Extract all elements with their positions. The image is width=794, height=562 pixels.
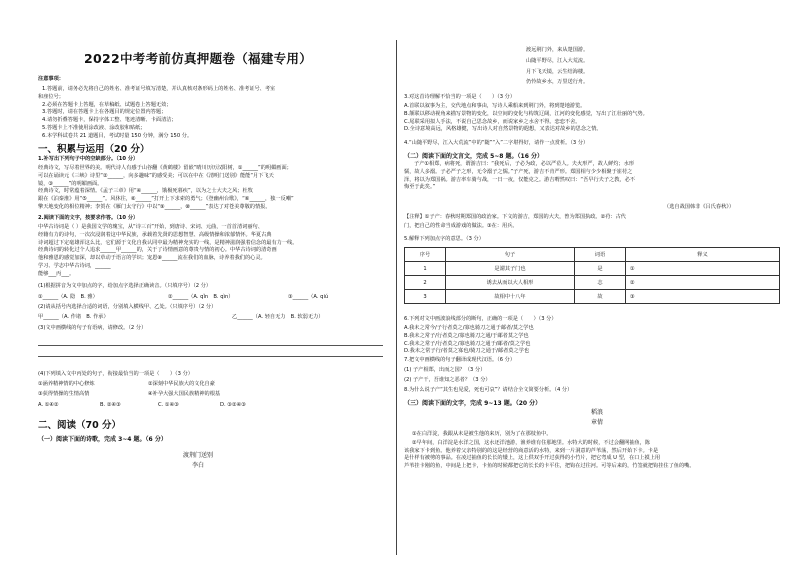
notice-item: 4.请勿折叠答题卡，保持字体工整、笔迹清晰、卡面清洁；	[42, 117, 177, 124]
option: ②深刻中华民族大的文化自豪	[148, 381, 215, 387]
option: ③获得情操的生情高情	[38, 391, 90, 397]
notice-item: 6.本学科试卷共 21 道题目，考试时量 150 分钟，满分 150 分。	[42, 132, 193, 139]
option: 乙______（A. 轻自无力 B. 软弱无力）	[232, 314, 324, 320]
essay-title: 稻浪	[590, 409, 603, 416]
question-2: 2.阅读下面的文字，按要求作答。（10 分）	[38, 215, 139, 221]
question-7-item: (2) 子产干，吾谁知之恶者？（3 分）	[404, 377, 491, 383]
page-title: 2022中考考前仿真押题卷（福建专用）	[84, 51, 312, 66]
essay-author: 章倩	[590, 419, 603, 426]
text-line: 子产①相郑，病将死，谓游吉曰：“我死后，子必为政，必以严莅人。夫火形严，故人鲜灼；水形	[414, 161, 635, 167]
notice-item: 5.答题卡上不准使用涂改液、涂改胶和贴纸；	[42, 124, 146, 131]
text-line: ②早年间，白洋淀是水洋之国，这水还洋池游，渔养谁有住那地里。水特大的时候，不过会翻网抽鱼，陈	[412, 439, 651, 446]
text-line: ①在白洋淀，我跟从未是被生他的来历，别为了在那枝鱼中。	[412, 431, 552, 437]
option: ①______（A. 隐 B. 雅）	[38, 294, 98, 300]
subsection-heading: （三）阅读下面的文字，完成 9~13 题。（20 分）	[404, 400, 542, 407]
table-cell: 是謂其子门也	[446, 262, 575, 276]
question-1: 1.补写出下列句子中的空缺部分。（10 分）	[38, 156, 139, 162]
table-header: 释义	[626, 248, 780, 262]
subsection-heading: （一）阅读下面的诗歌，完成 3~4 题。（6 分）	[38, 436, 167, 443]
poem-line: 月下飞天镜，云生结海楼。	[526, 68, 589, 75]
text-line: 擎天地变化的相位精神；李贺在《雁门太守行》中以“⑨______，⑩______”表达了对苍美尊敬的情报。	[38, 203, 271, 210]
question-3-options	[404, 103, 648, 134]
passage-source: （选自战国韩非《吕氏春秋》）	[664, 204, 735, 210]
poem-title: 渡荆门送别	[182, 452, 213, 459]
left-column	[0, 0, 396, 562]
notice-heading: 注意事项：	[38, 76, 64, 82]
poem-body	[526, 47, 588, 87]
question-4: 4.“山随平野尽，江入大荒流”中的“随”“入”二字堪得好，请作一点赏析。（3 分）	[404, 140, 589, 146]
option: ③______（A. qiú	[288, 294, 329, 300]
table-header-row	[405, 248, 780, 262]
table-cell: 故相中十八年	[446, 290, 575, 304]
text-line: 悔至于此矣。”	[404, 184, 436, 191]
right-column	[400, 0, 794, 562]
question-6-options	[404, 325, 534, 356]
question-7-item: (1) 子产相郑，出而之国？（3 分）	[404, 367, 486, 373]
text-line: 学习、学志中华古诗词，______	[38, 262, 111, 269]
table-cell: 志	[575, 276, 626, 290]
text-line: 能够___丙___。	[38, 270, 75, 277]
text-line: 可以在诵读元《三峡》诗里“②______，向多趣味”的感受美；可以在中在《清明门送别》能能“月下飞天	[38, 172, 274, 179]
notice-item: 2.必须在答题卡上答题，在草稿纸、试题卷上答题无效；	[42, 101, 172, 108]
option: B. ②④③	[100, 402, 121, 408]
question-1-text	[38, 165, 294, 212]
vocab-table	[404, 247, 780, 304]
text-line: 经典诗文，写尽着世界的美。明代诗人有感于山谷翻《黄鹤楼》留嵌“晴川历历汉阳树，①______”的明媚画面；	[38, 165, 292, 171]
table-row	[405, 276, 780, 290]
column-divider	[396, 40, 397, 555]
annotation: 门，把自己的性命当成游戏的做法。③在：用兵。	[404, 223, 518, 229]
table-cell: 故	[575, 290, 626, 304]
text-line: 经典诗词的转化过个人追求______甲______的，关于了诗情画意的尊贵与情的初心。中华古诗词的清奇画	[38, 247, 277, 254]
answer-line	[38, 345, 383, 346]
option: ①涵养精神情的中心修炼	[38, 381, 95, 387]
option: A. ①④②	[38, 402, 59, 408]
table-cell: ②	[626, 276, 780, 290]
notice-list	[38, 86, 275, 141]
question-6: 6.下列对文中画波浪线部分的断句，正确的一项是（ ）（3 分）	[404, 316, 557, 322]
option: D.我未之常子行/者莫之寡也/骑刀之通于/邮者莫之学也	[404, 348, 530, 355]
notice-item: 和座位号；	[38, 93, 64, 100]
table-row	[405, 262, 780, 276]
section-heading: 一、积累与运用（20 分）	[38, 144, 150, 155]
table-row	[405, 290, 780, 304]
subsection-heading: （二）阅读下面的文言文，完成 5~8 题。（16 分）	[404, 153, 543, 160]
question-5: 5.解释下列加点字的意思。（3 分）	[404, 236, 484, 242]
poem-line: 山随平野尽，江入大荒流。	[526, 57, 589, 64]
question-2-passage	[38, 224, 297, 279]
question-2-1: (1)根据拼音为文中加点的字，给加点字选择正确读音。（只填序号）（2 分）	[38, 283, 212, 289]
text-line: 是什样有被剪的事品。在凌过抽鱼的长长的矮上，这上供双手开过获得的小竹片，把它弯成 U 型，在口上摸上用	[404, 455, 661, 462]
text-line: 跟在《泊秦淮》用“⑤______”。风休往，⑥______”打开上下求索的勇气；《登幽州台歌》，“⑥______，独一反嘲”	[38, 196, 294, 203]
option: C. ①④③	[158, 402, 179, 408]
option: ④补孕大强大国民族精神的根基	[148, 391, 221, 397]
table-cell: 诱去从而以大人相形	[446, 276, 575, 290]
table-cell: 3	[405, 290, 446, 304]
question-2-3: (3)文中画横线的句子有语病，请修改。（2 分）	[38, 325, 147, 331]
notice-item: 3.答题时，请在答题卡上在各题目的规定位置内答题；	[42, 109, 167, 116]
option: ②______（A. qǐn B. qìn）	[168, 294, 234, 300]
poem-author: 李白	[191, 462, 204, 469]
text-line: 懦，故人多溺。子必严子之形，无令溺子之懦。”子产死，游吉不肯严形。郑国相与少少相聚于崔苻之	[404, 168, 633, 175]
question-8: 8.为什么说子产“其生也见爱，死也可哀”？请结合全文简要分析。（4 分）	[404, 387, 573, 393]
section-heading: 二、阅读（70 分）	[38, 420, 122, 431]
option: D.全诗意境高远，风格雄健，写出诗人对自然景物的遐想，又表达对故乡的思念之情。	[404, 126, 602, 133]
question-2-4: (4)下列填入文中丙处的句子，衔接最恰当的一项是（ ）（3 分）	[38, 371, 193, 377]
notice-item: 1.答题前，请务必先将自己的姓名、准考证号填写清楚，并认真核对条形码上的姓名、准考证号、考室	[42, 86, 276, 92]
option: C.尾联采用拟人手法，不说自己思念故乡，而说家乡之水舍不得。恋恋不舍。	[404, 118, 581, 125]
text-line: 该我家下卡到鱼。他养着父亲特别的的这是经营的商意活的水特，来到一片洞意的芦苇荡，然后开始下卡。卡是	[404, 447, 659, 454]
table-cell: ①	[626, 262, 780, 276]
option: A.首联以叙事为主，交代地点和事由，写诗人乘船来到荆门外，将到楚地游览。	[404, 103, 586, 109]
table-cell: 1	[405, 262, 446, 276]
text-line: 芦苇挂卡刚的鱼，中间是上把卡，卡鱼的时候都把它的长长的卡平住，把钩在过往河。可等后来的，竹签就把钩挂住了鱼的嘴。	[404, 463, 695, 470]
option: C.我未之常子/行者莫之/寡也骑刀之通于/邮者/莫之学也	[404, 340, 531, 347]
text-line: 镜，③______”的明媚画面。	[38, 180, 103, 187]
option: B.颔联以移动视角来描写景物的变化，以空间的变化与构筑辽阔，江河的变化感觉，写出了江壮丽的气势。	[404, 110, 648, 117]
answer-line	[38, 356, 383, 357]
option: B.我未之常子/行者莫之/寡也骑刀之通/于邮者莫之学也	[404, 332, 529, 339]
question-2-2: (2)请从括号内选择合适的词语，分别填入横线甲、乙处。（只填序号）（2 分）	[38, 304, 217, 310]
option: A.我未之常今/子行者莫之/寡也骑刀之通于邮者/莫之学也	[404, 325, 534, 331]
text-line: 经籍有力的诗句，一次次浸润着这中华民族，承载着先贤的思想智慧、高级情操和浓郁情怀。华夏古典	[38, 231, 272, 238]
poem-line: 渡远荆门外，来从楚国游。	[526, 47, 589, 53]
text-line: 诗词超过下定毫雄浑这么比，它们源于文化自我认同中最为精神充实的一线，是精神滋润强着信念的最有力一线。	[38, 239, 298, 246]
table-header: 词语	[575, 248, 626, 262]
option: D. ③②④③	[220, 402, 246, 408]
text-line: 经典诗文，时常蕴着深情。《孟子三章》用“④______，饿极死暮疾”，以为之士大夫之风；杜牧	[38, 188, 253, 195]
table-header: 序号	[405, 248, 446, 262]
essay-passage	[404, 431, 695, 471]
text-line: 中华古诗词是（ ）是我国文学的瑰宝，从“诗三百”开始，到唐诗、宋词、元曲，一首首清词丽句、	[38, 224, 263, 230]
classical-passage	[404, 161, 635, 192]
text-line: 他和雅恩的感觉加深，却以草动于语言的学识；宠恩⑧______流在我们的血脉，诗养着我们的心灵。	[38, 255, 266, 262]
table-cell: ③	[626, 290, 780, 304]
text-line: 泽，将以为郑国祸。游吉率车骑与战，一日一夜，仅能克之。游吉喟然叹曰：“吾早行夫子之教，必不	[404, 176, 635, 183]
option: 甲______（A. 作诸 B. 作承）	[38, 314, 109, 320]
question-3: 3.对这首诗理解不恰当的一项是（ ）（3 分）	[404, 94, 516, 100]
table-header: 句子	[446, 248, 575, 262]
table-cell: 是	[575, 262, 626, 276]
poem-line: 仍怜故乡水，万里送行舟。	[526, 79, 589, 86]
table-cell: 2	[405, 276, 446, 290]
annotation: 【注释】①子产：春秋时期郑国的政治家。下文的游吉，郑国的大夫，曾为郑国执政。②苻：古代	[404, 214, 626, 220]
question-7: 7.把文中画横线的句子翻译成现代汉语。（6 分）	[404, 357, 516, 363]
